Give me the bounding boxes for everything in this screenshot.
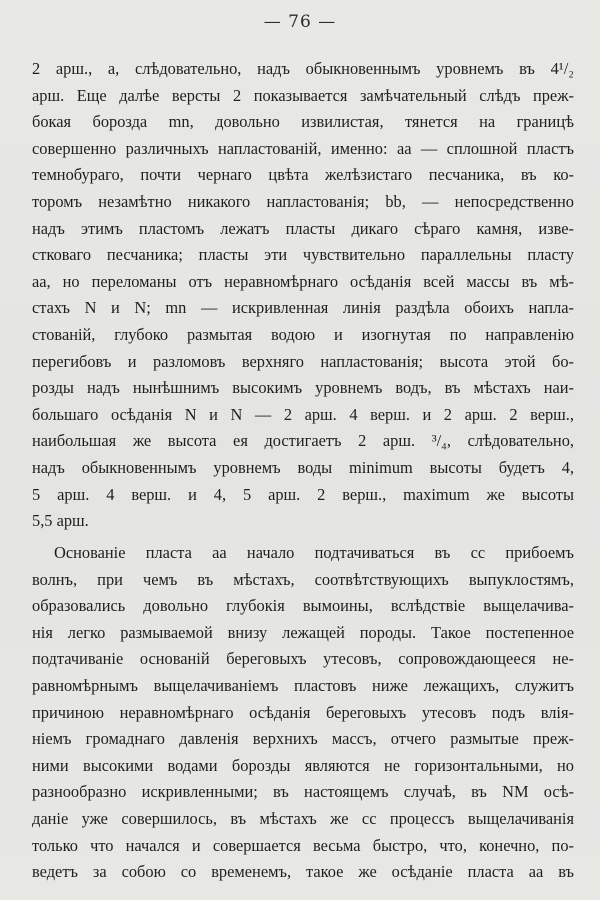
text-line: разнообразно искривленными; въ настоящемъ случаѣ, въ NM осѣ- xyxy=(32,782,574,802)
paragraph-2 xyxy=(32,540,574,886)
text-line: бокая борозда mn, довольно извилистая, тянется на границѣ xyxy=(32,112,574,132)
text-line: только что начался и совершается весьма быстро, что, конечно, по- xyxy=(32,835,574,855)
text-line: 5,5 арш. xyxy=(32,511,89,531)
text-line: стковаго песчаника; пласты эти чувствительно параллельны пласту xyxy=(32,245,574,265)
text-line: совершенно различныхъ напластованій, именно: aa — сплошной пластъ xyxy=(32,138,574,158)
text-line: большаго осѣданія N и N — 2 арш. 4 верш. и 2 арш. 2 верш., xyxy=(32,404,574,424)
text-line: надъ обыкновеннымъ уровнемъ воды minimum высоты будетъ 4, xyxy=(32,457,574,477)
text-line: равномѣрнымъ выщелачиваніемъ пластовъ ниже лежащихъ, служитъ xyxy=(32,675,574,695)
text-line: 2 арш., а, слѣдовательно, надъ обыкновеннымъ уровнемъ въ 4¹/₂ xyxy=(32,59,574,78)
text-line: стованій, глубоко размытая водою и изогнутая по направленію xyxy=(32,324,574,344)
text-line: розды надъ нынѣшнимъ высокимъ уровнемъ водъ, въ мѣстахъ наи- xyxy=(32,378,574,398)
text-line: даніе уже совершилось, въ мѣстахъ же cc процессъ выщелачиванія xyxy=(32,808,574,828)
text-line: aa, но переломаны отъ неравномѣрнаго осѣданія всей массы въ мѣ- xyxy=(32,271,574,291)
page-number: — 76 — xyxy=(263,12,337,32)
text-line: ведетъ за собою со временемъ, такое же осѣданіе пласта aa въ xyxy=(32,862,574,882)
text-line: волнъ, при чемъ въ мѣстахъ, соотвѣтствующихъ выпуклостямъ, xyxy=(32,569,574,589)
text-line: стахъ N и N; mn — искривленная линія раздѣла обоихъ напла- xyxy=(32,298,574,318)
text-line: надъ этимъ пластомъ лежатъ пласты дикаго сѣраго камня, изве- xyxy=(32,218,574,238)
text-line: 5 арш. 4 верш. и 4, 5 арш. 2 верш., maximum же высоты xyxy=(32,484,574,504)
text-line: перегибовъ и разломовъ верхняго напластованія; высота этой бо- xyxy=(32,351,574,371)
text-line: торомъ незамѣтно никакого напластованія; bb, — непосредственно xyxy=(32,191,574,211)
text-line: подтачиваніе основаній береговыхъ утесовъ, сопровождающееся не- xyxy=(32,649,574,669)
text-line: наибольшая же высота ея достигаетъ 2 арш. ³/₄, слѣдовательно, xyxy=(32,431,574,451)
text-line: причиною неравномѣрнаго осѣданія береговыхъ утесовъ подъ влія- xyxy=(32,702,574,722)
text-line: нія легко размываемой внизу лежащей породы. Такое постепенное xyxy=(32,622,574,642)
text-line: темнобураго, почти чернаго цвѣта желѣзистаго песчаника, въ ко- xyxy=(32,165,574,185)
text-line: ними высокими водами борозды являются не горизонтальными, но xyxy=(32,755,574,775)
paragraph-1 xyxy=(32,56,574,535)
text-line: образовались довольно глубокія вымоины, вслѣдствіе выщелачива- xyxy=(32,596,574,616)
text-line: ніемъ громаднаго давленія верхнихъ массъ, отчего размытые преж- xyxy=(32,729,574,749)
text-line: Основаніе пласта aa начало подтачиваться въ cc прибоемъ xyxy=(54,543,574,562)
text-line: арш. Еще далѣе версты 2 показывается замѣчательный слѣдъ преж- xyxy=(32,85,574,105)
